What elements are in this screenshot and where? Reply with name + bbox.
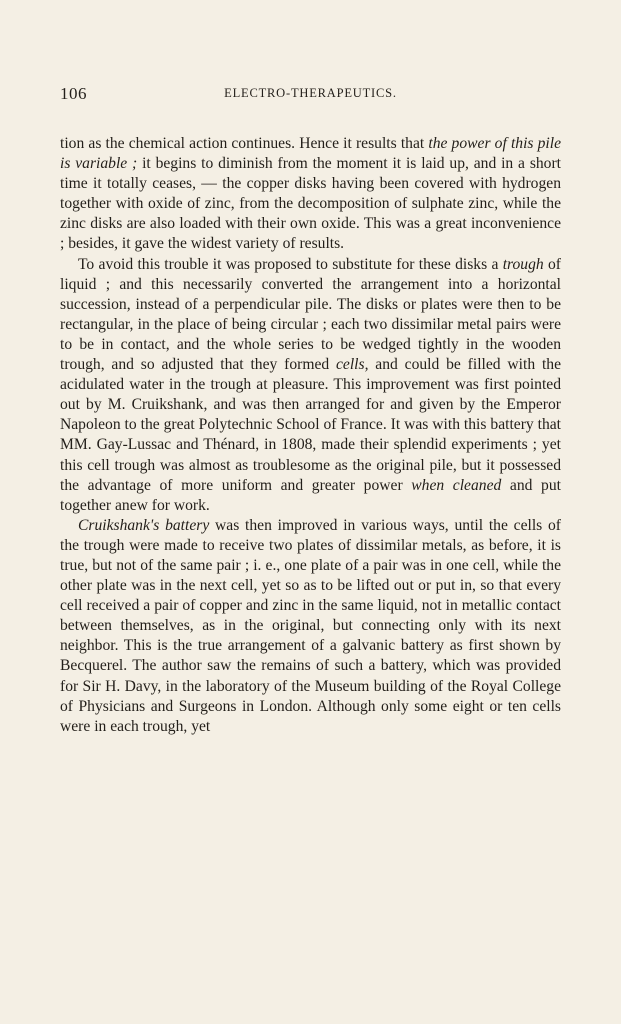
text-run: and put together anew for work. bbox=[60, 476, 561, 514]
italic-run: cells, bbox=[336, 356, 369, 374]
running-head: ELECTRO-THERAPEUTICS. bbox=[224, 86, 397, 100]
text-run: To avoid this trouble it was proposed to substitute for these disks a bbox=[78, 255, 503, 273]
text-run: tion as the chemical action continues. Hence it results that bbox=[60, 135, 429, 152]
text-run: of liquid ; and this necessarily converted the arrangement into a horizontal succession, instead of a perpendicular pile. The disks or plates were then to be rectangular, in the place of being circular ; each two dissimilar metal pairs were to be in contact, and the whole series to be wedged tightly in the wooden trough, and so adjusted that they formed bbox=[60, 255, 561, 374]
page-number: 106 bbox=[60, 84, 87, 103]
page-header bbox=[60, 84, 561, 108]
paragraph-1 bbox=[60, 134, 561, 255]
italic-run: trough bbox=[502, 255, 544, 273]
paragraph-3 bbox=[60, 516, 561, 737]
italic-run: the power of this pile is variable ; bbox=[60, 135, 562, 173]
text-run: was then improved in various ways, until the cells of the trough were made to receive two plates of dissimilar metals, as before, it is true, but not of the same pair ; i. e., one plate of a pair was in one cell, while the other plate was in the next cell, yet so as to be lifted out or put in, so that every cell received a pair of copper and zinc in the same liquid, not in metallic contact between themselves, as in the original, but connecting only with its next neighbor. This is the true arrangement of a galvanic battery as first shown by Becquerel. The author saw the remains of such a battery, which was provided for Sir H. Davy, in the laboratory of the Museum building of the Royal College of Physicians and Surgeons in London. Although only some eight or ten cells were in each trough, yet bbox=[60, 516, 561, 735]
body-text bbox=[60, 134, 561, 737]
italic-run: Cruikshank's battery bbox=[78, 516, 210, 534]
text-run: and could be filled with the acidulated water in the trough at pleasure. This improvement was first pointed out by M. Cruikshank, and was then arranged for and given by the Emperor Napoleon to the great Polytechnic School of France. It was with this battery that MM. Gay-Lussac and Thénard, in 1808, made their splendid experiments ; yet this cell trough was almost as troublesome as the original pile, but it possessed the advantage of more uniform and greater power bbox=[60, 356, 561, 494]
italic-run: when cleaned bbox=[411, 476, 502, 494]
text-run: it begins to diminish from the moment it is laid up, and in a short time it totally ceases, — the copper disks having been covered with hydrogen together with oxide of zinc, from the decomposition of sulphate zinc, while the zinc disks are also loaded with their own oxide. This was a great inconvenience ; besides, it gave the widest variety of results. bbox=[60, 155, 562, 253]
paragraph-2 bbox=[60, 255, 561, 516]
